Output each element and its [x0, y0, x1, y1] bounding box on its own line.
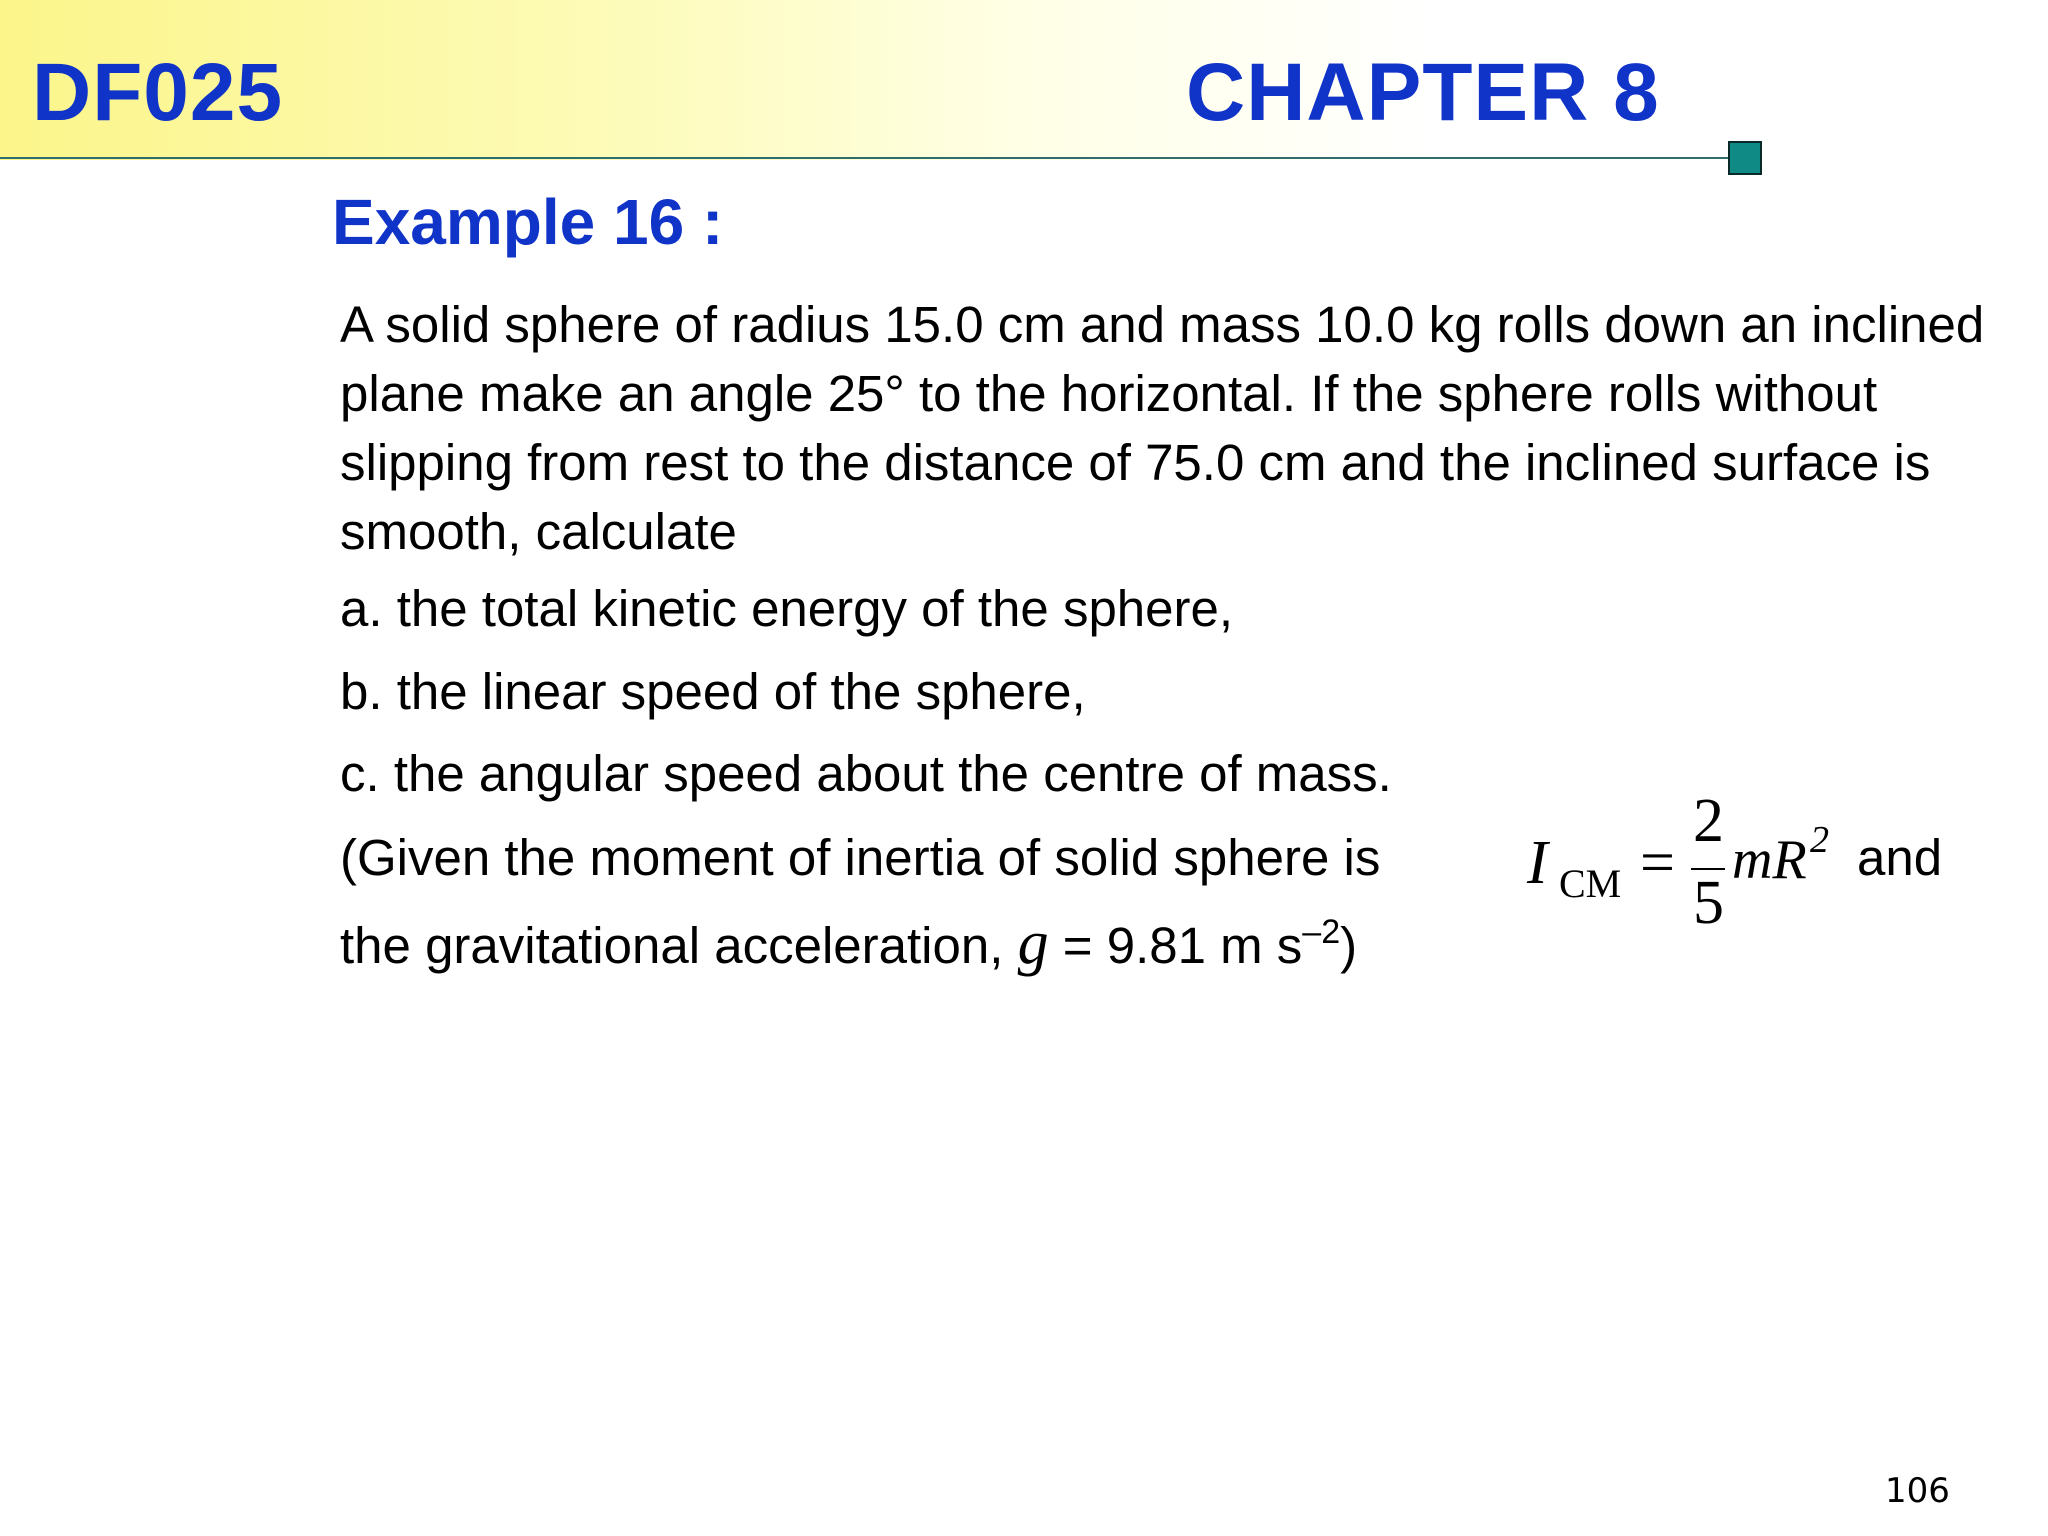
question-item-c: c. the angular speed about the centre of mass.	[340, 745, 1392, 802]
formula-subscript: CM	[1559, 861, 1622, 906]
moment-of-inertia-formula	[1525, 788, 1855, 938]
course-code: DF025	[32, 47, 284, 138]
header-divider-tail	[1680, 157, 1730, 159]
gravity-exponent: –2	[1302, 913, 1341, 951]
gravity-close: )	[1340, 917, 1358, 974]
formula-symbol: I	[1527, 829, 1548, 897]
page-number: 106	[1885, 1471, 1950, 1511]
decorative-square-icon	[1728, 141, 1762, 175]
gravity-value: = 9.81 m s	[1062, 917, 1303, 974]
example-title: Example 16 :	[332, 186, 724, 258]
given-suffix: and	[1857, 829, 1943, 886]
gravity-prefix: the gravitational acceleration,	[340, 917, 1004, 974]
formula-denominator: 5	[1693, 869, 1724, 937]
gravity-symbol: g	[1017, 909, 1049, 977]
formula-equals: =	[1640, 829, 1675, 897]
given-prefix: (Given the moment of inertia of solid sphere is	[340, 829, 1381, 886]
question-item-a: a. the total kinetic energy of the sphere,	[340, 580, 1234, 637]
formula-term: mR	[1732, 829, 1807, 891]
formula-numerator: 2	[1693, 787, 1724, 855]
header-divider	[0, 157, 1690, 159]
question-item-b: b. the linear speed of the sphere,	[340, 663, 1086, 720]
header-band	[0, 0, 2048, 160]
problem-statement: A solid sphere of radius 15.0 cm and mass 10.0 kg rolls down an inclined plane make an angle 25° to the horizontal. If the sphere rolls without slipping from rest to the distance of 75.0 cm and the inclined surface is smooth, calculate	[340, 296, 1985, 560]
formula-power: 2	[1810, 819, 1829, 861]
chapter-title: CHAPTER 8	[1186, 47, 1660, 138]
gravity-line	[340, 909, 1358, 977]
